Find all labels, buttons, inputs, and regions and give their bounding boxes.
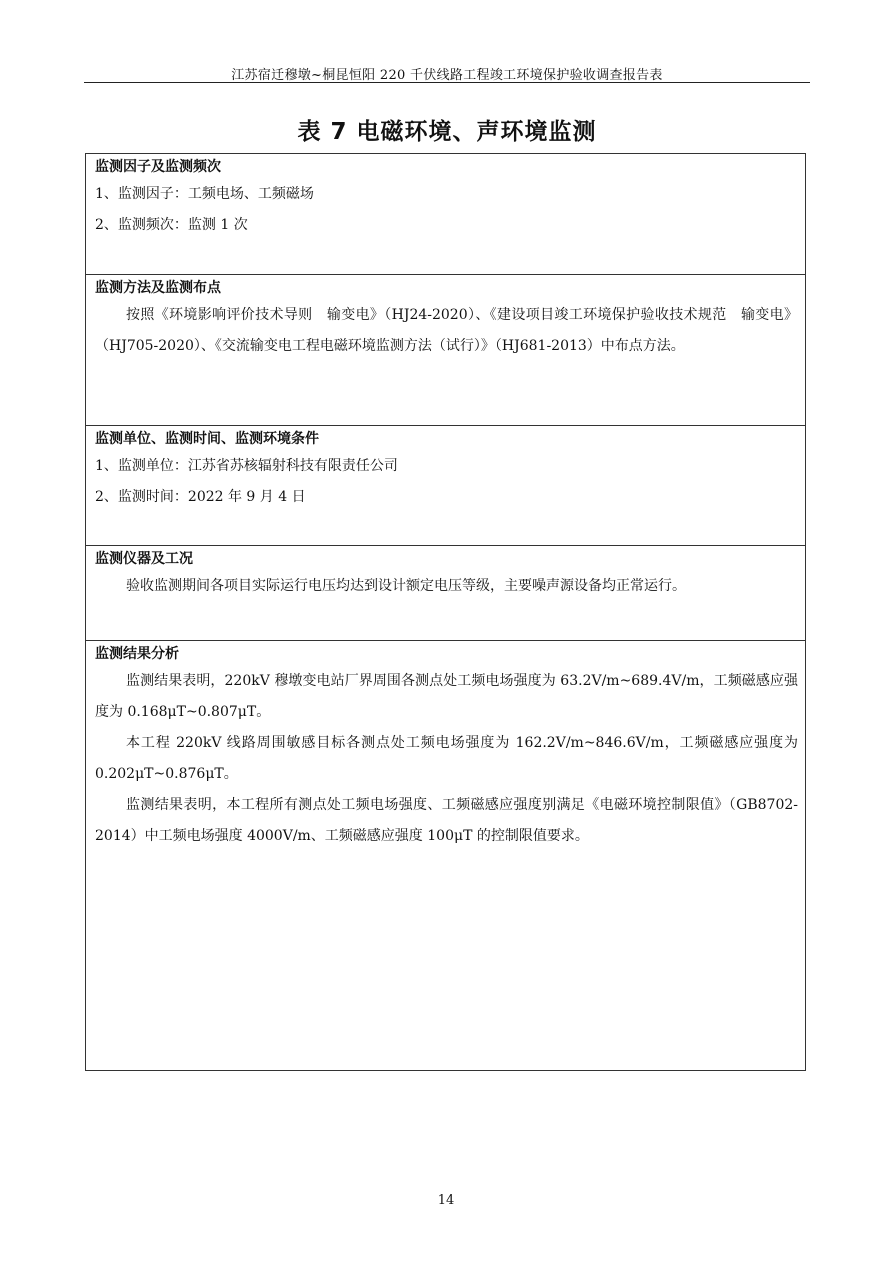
section-paragraph: 按照《环境影响评价技术导则 输变电》（HJ24-2020）、《建设项目竣工环境保护验收技术规范 输变电》（HJ705-2020）、《交流输变电工程电磁环境监测方法（试行）》（HJ681-2013）中布点方法。 [95,307,798,354]
section-paragraph: 监测结果表明，本工程所有测点处工频电场强度、工频磁感应强度别满足《电磁环境控制限值》（GB8702-2014）中工频电场强度 4000V/m、工频磁感应强度 100μT 的控制限值要求。 [95,797,798,844]
section-paragraph: 监测结果表明，220kV 穆墩变电站厂界周围各测点处工频电场强度为 63.2V/m~689.4V/m，工频磁感应强度为 0.168μT~0.807μT。 [95,673,798,720]
section-results-analysis [86,640,805,1070]
section-heading: 监测结果分析 [95,646,179,662]
section-line: 1、监测因子：工频电场、工频磁场 [95,186,314,202]
header-divider [84,82,810,83]
section-monitoring-method [86,274,805,425]
section-instruments-conditions [86,545,805,640]
section-heading: 监测方法及监测布点 [95,280,221,296]
section-monitoring-factors [86,154,805,274]
section-paragraph: 本工程 220kV 线路周围敏感目标各测点处工频电场强度为 162.2V/m~846.6V/m，工频磁感应强度为 0.202μT~0.876μT。 [95,735,798,782]
section-paragraph: 验收监测期间各项目实际运行电压均达到设计额定电压等级，主要噪声源设备均正常运行。 [126,578,686,594]
section-line: 2、监测时间：2022 年 9 月 4 日 [95,489,306,505]
page-title: 表 7 电磁环境、声环境监测 [297,119,597,145]
section-heading: 监测因子及监测频次 [95,159,221,175]
section-line: 1、监测单位：江苏省苏核辐射科技有限责任公司 [95,458,398,474]
monitoring-table [85,153,806,1071]
running-header: 江苏宿迁穆墩~桐昆恒阳 220 千伏线路工程竣工环境保护验收调查报告表 [231,68,663,83]
section-monitoring-unit [86,425,805,545]
section-heading: 监测单位、监测时间、监测环境条件 [95,431,319,447]
page-number: 14 [437,1193,455,1208]
section-line: 2、监测频次：监测 1 次 [95,217,248,233]
section-heading: 监测仪器及工况 [95,551,193,567]
